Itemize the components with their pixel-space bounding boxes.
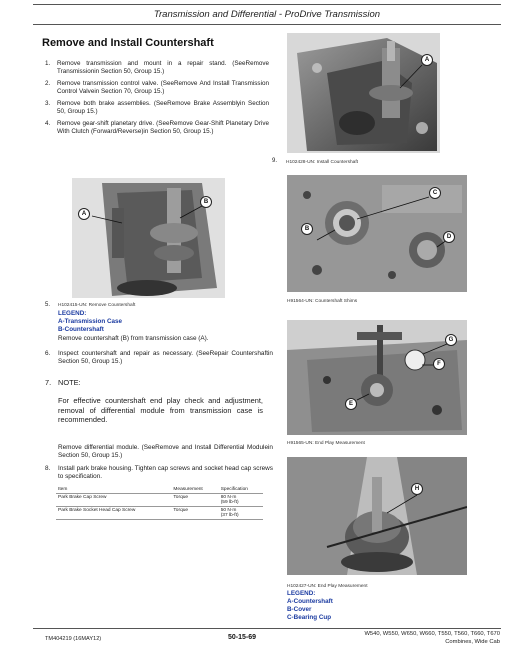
step-item	[45, 120, 269, 136]
footer-rule	[33, 628, 501, 629]
step-6-text: Inspect countershaft and repair as necessary. (SeeRepair Countershaftin Section 50, Group 15.)	[58, 350, 273, 366]
footer-model-sub: Combines, Wide Cab	[445, 639, 500, 645]
table-row	[56, 494, 263, 507]
note-text: For effective countershaft end play check and adjustment, removal of differential module from transmission case is recommended.	[58, 396, 263, 425]
spec-metric: 50 N·m	[220, 508, 237, 513]
footer-model-list: W540, W550, W650, W660, T550, T560, T660, T670	[364, 631, 500, 637]
legend-item: A-Transmission Case	[58, 318, 123, 325]
callout-a: A	[78, 208, 90, 220]
callout-b: B	[301, 223, 313, 235]
step-item	[45, 100, 269, 116]
step-8-number: 8.	[45, 465, 51, 472]
legend-title: LEGEND:	[287, 590, 316, 597]
cell-item: Park Brake Socket Head Cap Screw	[56, 507, 171, 520]
spec-table-header	[56, 486, 263, 494]
callout-d: D	[443, 231, 455, 243]
header-rule-top	[33, 4, 501, 5]
figure-caption: H102415-UN: Remove Countershaft	[58, 303, 136, 308]
step-6-number: 6.	[45, 350, 51, 357]
step-text: Remove gear-shift planetary drive. (SeeRemove Gear-Shift Planetary Drive With Clutch (Forward/Reverse)in Section 50, Group 15.)	[57, 120, 269, 136]
step-item	[45, 60, 269, 76]
section-title: Remove and Install Countershaft	[42, 37, 214, 49]
callout-a: A	[421, 54, 433, 66]
callout-f: F	[433, 358, 445, 370]
figure-install-countershaft-photo	[287, 33, 440, 153]
note-label: NOTE:	[58, 378, 81, 387]
bottom-legend	[287, 590, 333, 622]
figure-caption: H91565-UN: End Play Measurement	[287, 441, 365, 446]
figure-caption: H102427-UN: End Play Measurement	[287, 584, 368, 589]
spec-metric: 80 N·m	[220, 495, 237, 500]
header-specification: Specification	[219, 486, 263, 494]
legend-item: A-Countershaft	[287, 598, 333, 605]
header-title: Transmission and Differential - ProDrive Transmission	[153, 9, 381, 20]
callout-b: B	[200, 196, 212, 208]
callout-g: G	[445, 334, 457, 346]
header-rule-bottom	[33, 24, 501, 25]
header-item: Item	[56, 486, 171, 494]
footer-page-number: 50-15-69	[228, 634, 257, 641]
step-text: Remove both brake assemblies. (SeeRemove Brake Assemblyin Section 50, Group 15.)	[57, 100, 269, 116]
callout-h: H	[411, 483, 423, 495]
cell-spec	[219, 494, 263, 507]
cell-measurement: Torque	[171, 494, 218, 507]
legend-item: B-Countershaft	[58, 326, 104, 333]
header-measurement: Measurement	[171, 486, 218, 494]
remove-differential-text: Remove differential module. (SeeRemove and Install Differential Modulein Section 50, Group 15.)	[58, 444, 273, 460]
figure-caption: H102428-UN: Install Countershaft	[286, 160, 358, 165]
step-number: 4.	[45, 120, 51, 127]
figure-remove-countershaft-photo	[72, 178, 225, 298]
figure-countershaft-shims-photo	[287, 175, 467, 292]
spec-imperial: (37 lb-ft)	[220, 513, 239, 518]
cell-spec	[219, 507, 263, 520]
step-number: 3.	[45, 100, 51, 107]
cell-measurement: Torque	[171, 507, 218, 520]
spec-table	[56, 486, 263, 520]
step-5-text: Remove countershaft (B) from transmission case (A).	[58, 335, 209, 342]
step-number: 1.	[45, 60, 51, 67]
step-9-number: 9.	[272, 158, 278, 164]
figure-end-play-measurement-2-photo	[287, 457, 467, 575]
footer-models	[318, 630, 500, 646]
callout-e: E	[345, 398, 357, 410]
table-row	[56, 507, 263, 520]
legend-title: LEGEND:	[58, 310, 87, 317]
step-7-number: 7.	[45, 378, 52, 387]
figure-caption: H91564-UN: Countershaft Shims	[287, 299, 358, 304]
legend-item: C-Bearing Cup	[287, 614, 332, 621]
step-8-text: Install park brake housing. Tighten cap screws and socket head cap screws to specification.	[58, 465, 273, 481]
footer-doc-id: TM404219 (16MAY12)	[45, 636, 102, 642]
step-text: Remove transmission control valve. (SeeRemove And Install Transmission Control Valvein Section 70, Group 15.)	[57, 80, 269, 96]
step-5-legend	[58, 310, 122, 334]
legend-item: B-Cover	[287, 606, 312, 613]
spec-imperial: (59 lb-ft)	[220, 500, 239, 505]
cell-item: Park Brake Cap Screw	[56, 494, 171, 507]
step-number: 2.	[45, 80, 51, 87]
figure-end-play-measurement-photo	[287, 320, 467, 435]
step-text: Remove transmission and mount in a repair stand. (SeeRemove Transmissionin Section 50, Group 15.)	[57, 60, 269, 76]
step-item	[45, 80, 269, 96]
step-5-number: 5.	[45, 302, 51, 308]
callout-c: C	[429, 187, 441, 199]
steps-list-top	[45, 60, 269, 140]
